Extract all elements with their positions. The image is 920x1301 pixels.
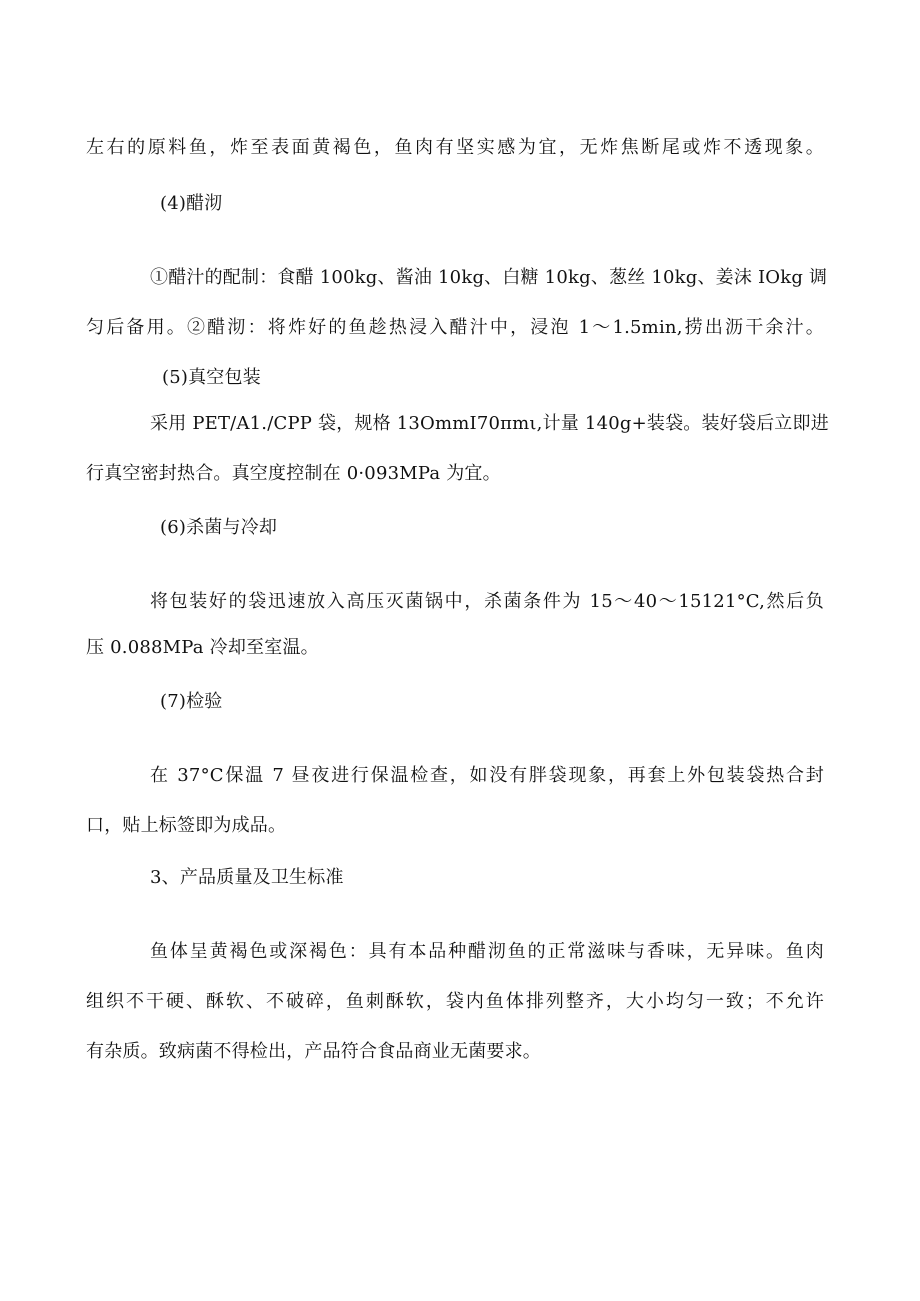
heading-inspection: (7)检验 bbox=[160, 691, 223, 712]
paragraph-inspection-line-1: 在 37°C保温 7 昼夜进行保温检查，如没有胖袋现象，再套上外包装袋热合封 bbox=[150, 765, 824, 786]
paragraph-packaging-line-1: 采用 PET/A1./CPP 袋，规格 13OmmI70πmι,计量 140g+装袋。装好袋后立即进 bbox=[150, 413, 829, 434]
heading-vacuum-packaging: (5)真空包装 bbox=[162, 367, 261, 388]
paragraph-vinegar-line-2: 匀后备用。②醋沏：将炸好的鱼趁热浸入醋汁中，浸泡 1～1.5min,捞出沥干余汁。 bbox=[86, 317, 824, 338]
heading-quality-standard: 3、产品质量及卫生标准 bbox=[150, 867, 344, 888]
paragraph-sterilization-line-2: 压 0.088MPa 冷却至室温。 bbox=[86, 637, 319, 658]
paragraph-quality-line-1: 鱼体呈黄褐色或深褐色：具有本品种醋沏鱼的正常滋味与香味，无异味。鱼肉 bbox=[150, 941, 824, 962]
heading-sterilization-cooling: (6)杀菌与冷却 bbox=[160, 517, 278, 538]
paragraph-inspection-line-2: 口，贴上标签即为成品。 bbox=[86, 815, 287, 836]
paragraph-sterilization-line-1: 将包装好的袋迅速放入高压灭菌锅中，杀菌条件为 15～40～15121°C,然后负 bbox=[150, 591, 824, 612]
paragraph-quality-line-3: 有杂质。致病菌不得检出，产品符合食品商业无菌要求。 bbox=[86, 1041, 541, 1062]
paragraph-packaging-line-2: 行真空密封热合。真空度控制在 0·093MPa 为宜。 bbox=[86, 463, 501, 484]
paragraph-quality-line-2: 组织不干硬、酥软、不破碎，鱼刺酥软，袋内鱼体排列整齐，大小均匀一致；不允许 bbox=[86, 991, 824, 1012]
paragraph-fried-fish-line-1: 左右的原料鱼，炸至表面黄褐色，鱼肉有坚实感为宜，无炸焦断尾或炸不透现象。 bbox=[86, 137, 824, 158]
paragraph-vinegar-line-1: ①醋汁的配制：食醋 100kg、酱油 10kg、白糖 10kg、葱丝 10kg、姜沫 IOkg 调 bbox=[150, 267, 828, 288]
heading-vinegar-soak: (4)醋沏 bbox=[160, 193, 223, 214]
